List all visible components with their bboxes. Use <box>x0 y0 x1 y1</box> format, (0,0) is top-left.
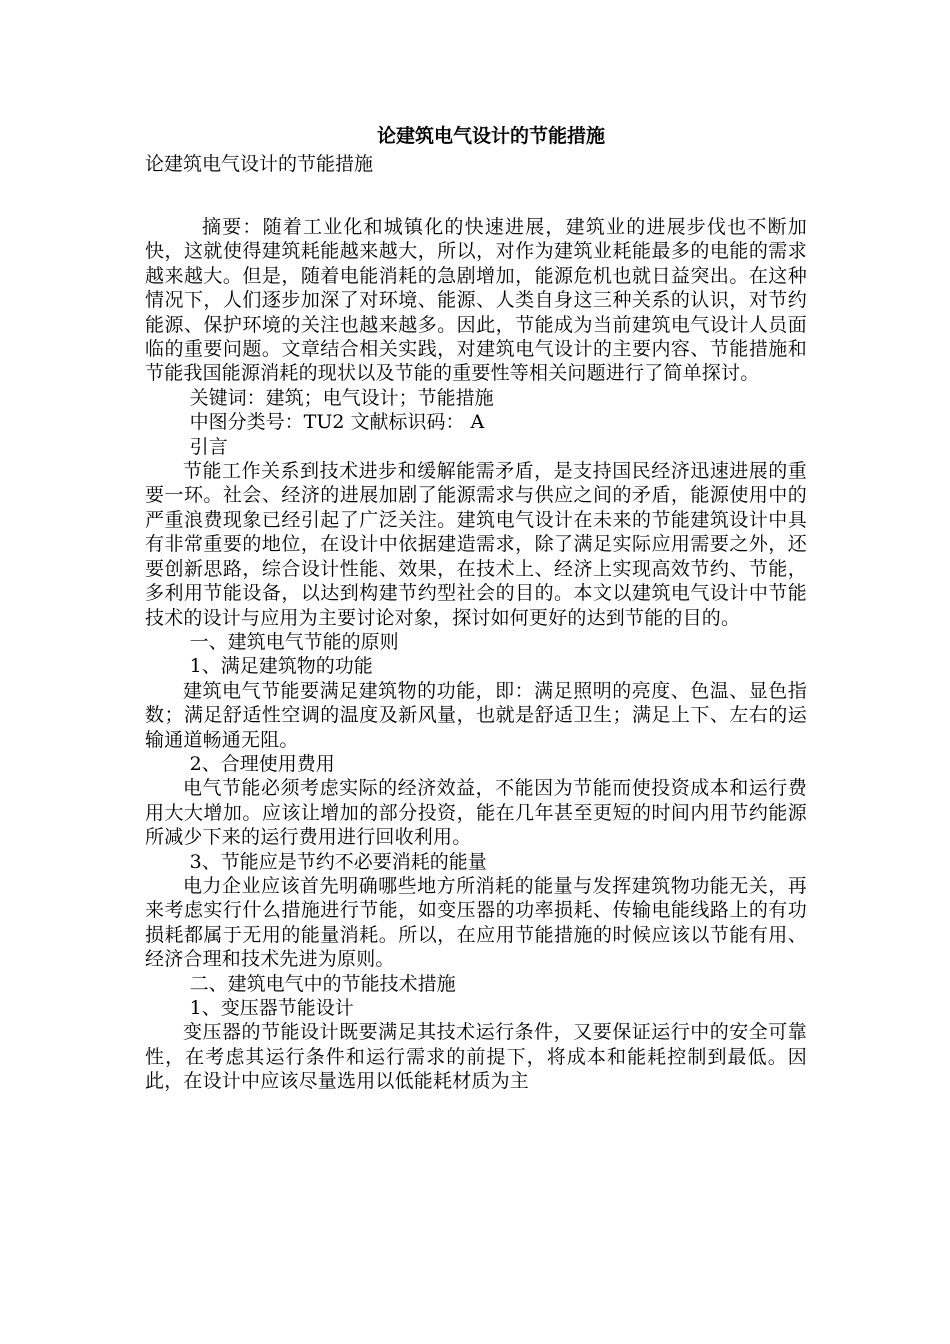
section-1-item-2-heading: 2、合理使用费用 <box>189 752 335 775</box>
document-page <box>145 120 807 1094</box>
document-title: 论建筑电气设计的节能措施 <box>376 125 605 147</box>
abstract-paragraph: 摘要：随着工业化和城镇化的快速进展，建筑业的进展步伐也不断加快，这就使得建筑耗能越来越大，所以，对作为建筑业耗能最多的电能的需求越来越大。但是，随着电能消耗的急剧增加，能源危机也就日益突出。在这种情况下，人们逐步加深了对环境、能源、人类自身这三种关系的认识，对节约能源、保护环境的关注也越来越多。因此，节能成为当前建筑电气设计人员面临的重要问题。文章结合相关实践，对建筑电气设计的主要内容、节能措施和节能我国能源消耗的现状以及节能的重要性等相关问题进行了简单探讨。 <box>145 216 807 385</box>
intro-paragraph: 节能工作关系到技术进步和缓解能需矛盾，是支持国民经济迅速进展的重要一环。社会、经济的进展加剧了能源需求与供应之间的矛盾，能源使用中的严重浪费现象已经引起了广泛关注。建筑电气设计在未来的节能建筑设计中具有非常重要的地位，在设计中依据建造需求，除了满足实际应用需要之外，还要创新思路，综合设计性能、效果，在技术上、经济上实现高效节约、节能，多利用节能设备，以达到构建节约型社会的目的。本文以建筑电气设计中节能技术的设计与应用为主要讨论对象，探讨如何更好的达到节能的目的。 <box>145 460 807 629</box>
section-1-item-1-text: 建筑电气节能要满足建筑物的功能，即：满足照明的亮度、色温、显色指数；满足舒适性空调的温度及新风量，也就是舒适卫生；满足上下、左右的运输通道畅通无阻。 <box>145 679 807 751</box>
section-1-item-3-heading: 3、节能应是节约不必要消耗的能量 <box>189 850 487 873</box>
document-subtitle: 论建筑电气设计的节能措施 <box>145 153 374 175</box>
section-2-item-1-heading: 1、变压器节能设计 <box>189 997 354 1019</box>
section-2-item-1-text: 变压器的节能设计既要满足其技术运行条件，又要保证运行中的安全可靠性，在考虑其运行条件和运行需求的前提下，将成本和能耗控制到最低。因此，在设计中应该尽量选用以低能耗材质为主 <box>145 1021 807 1093</box>
section-1-heading: 一、建筑电气节能的原则 <box>189 630 399 653</box>
section-1-item-3-text: 电力企业应该首先明确哪些地方所消耗的能量与发挥建筑物功能无关，再来考虑实行什么措施进行节能，如变压器的功率损耗、传输电能线路上的有功损耗都属于无用的能量消耗。所以，在应用节能措施的时候应该以节能有用、经济合理和技术先进为原则。 <box>145 874 807 971</box>
section-1-item-1-heading: 1、满足建筑物的功能 <box>189 655 373 678</box>
keywords-line: 关键词：建筑；电气设计；节能措施 <box>189 386 494 409</box>
classification-line: 中图分类号：TU2 文献标识码： A <box>189 411 485 434</box>
section-1-item-2-text: 电气节能必须考虑实际的经济效益，不能因为节能而使投资成本和运行费用大大增加。应该让增加的部分投资，能在几年甚至更短的时间内用节约能源所减少下来的运行费用进行回收利用。 <box>145 777 807 849</box>
intro-heading: 引言 <box>189 435 228 458</box>
section-2-heading: 二、建筑电气中的节能技术措施 <box>189 972 456 995</box>
